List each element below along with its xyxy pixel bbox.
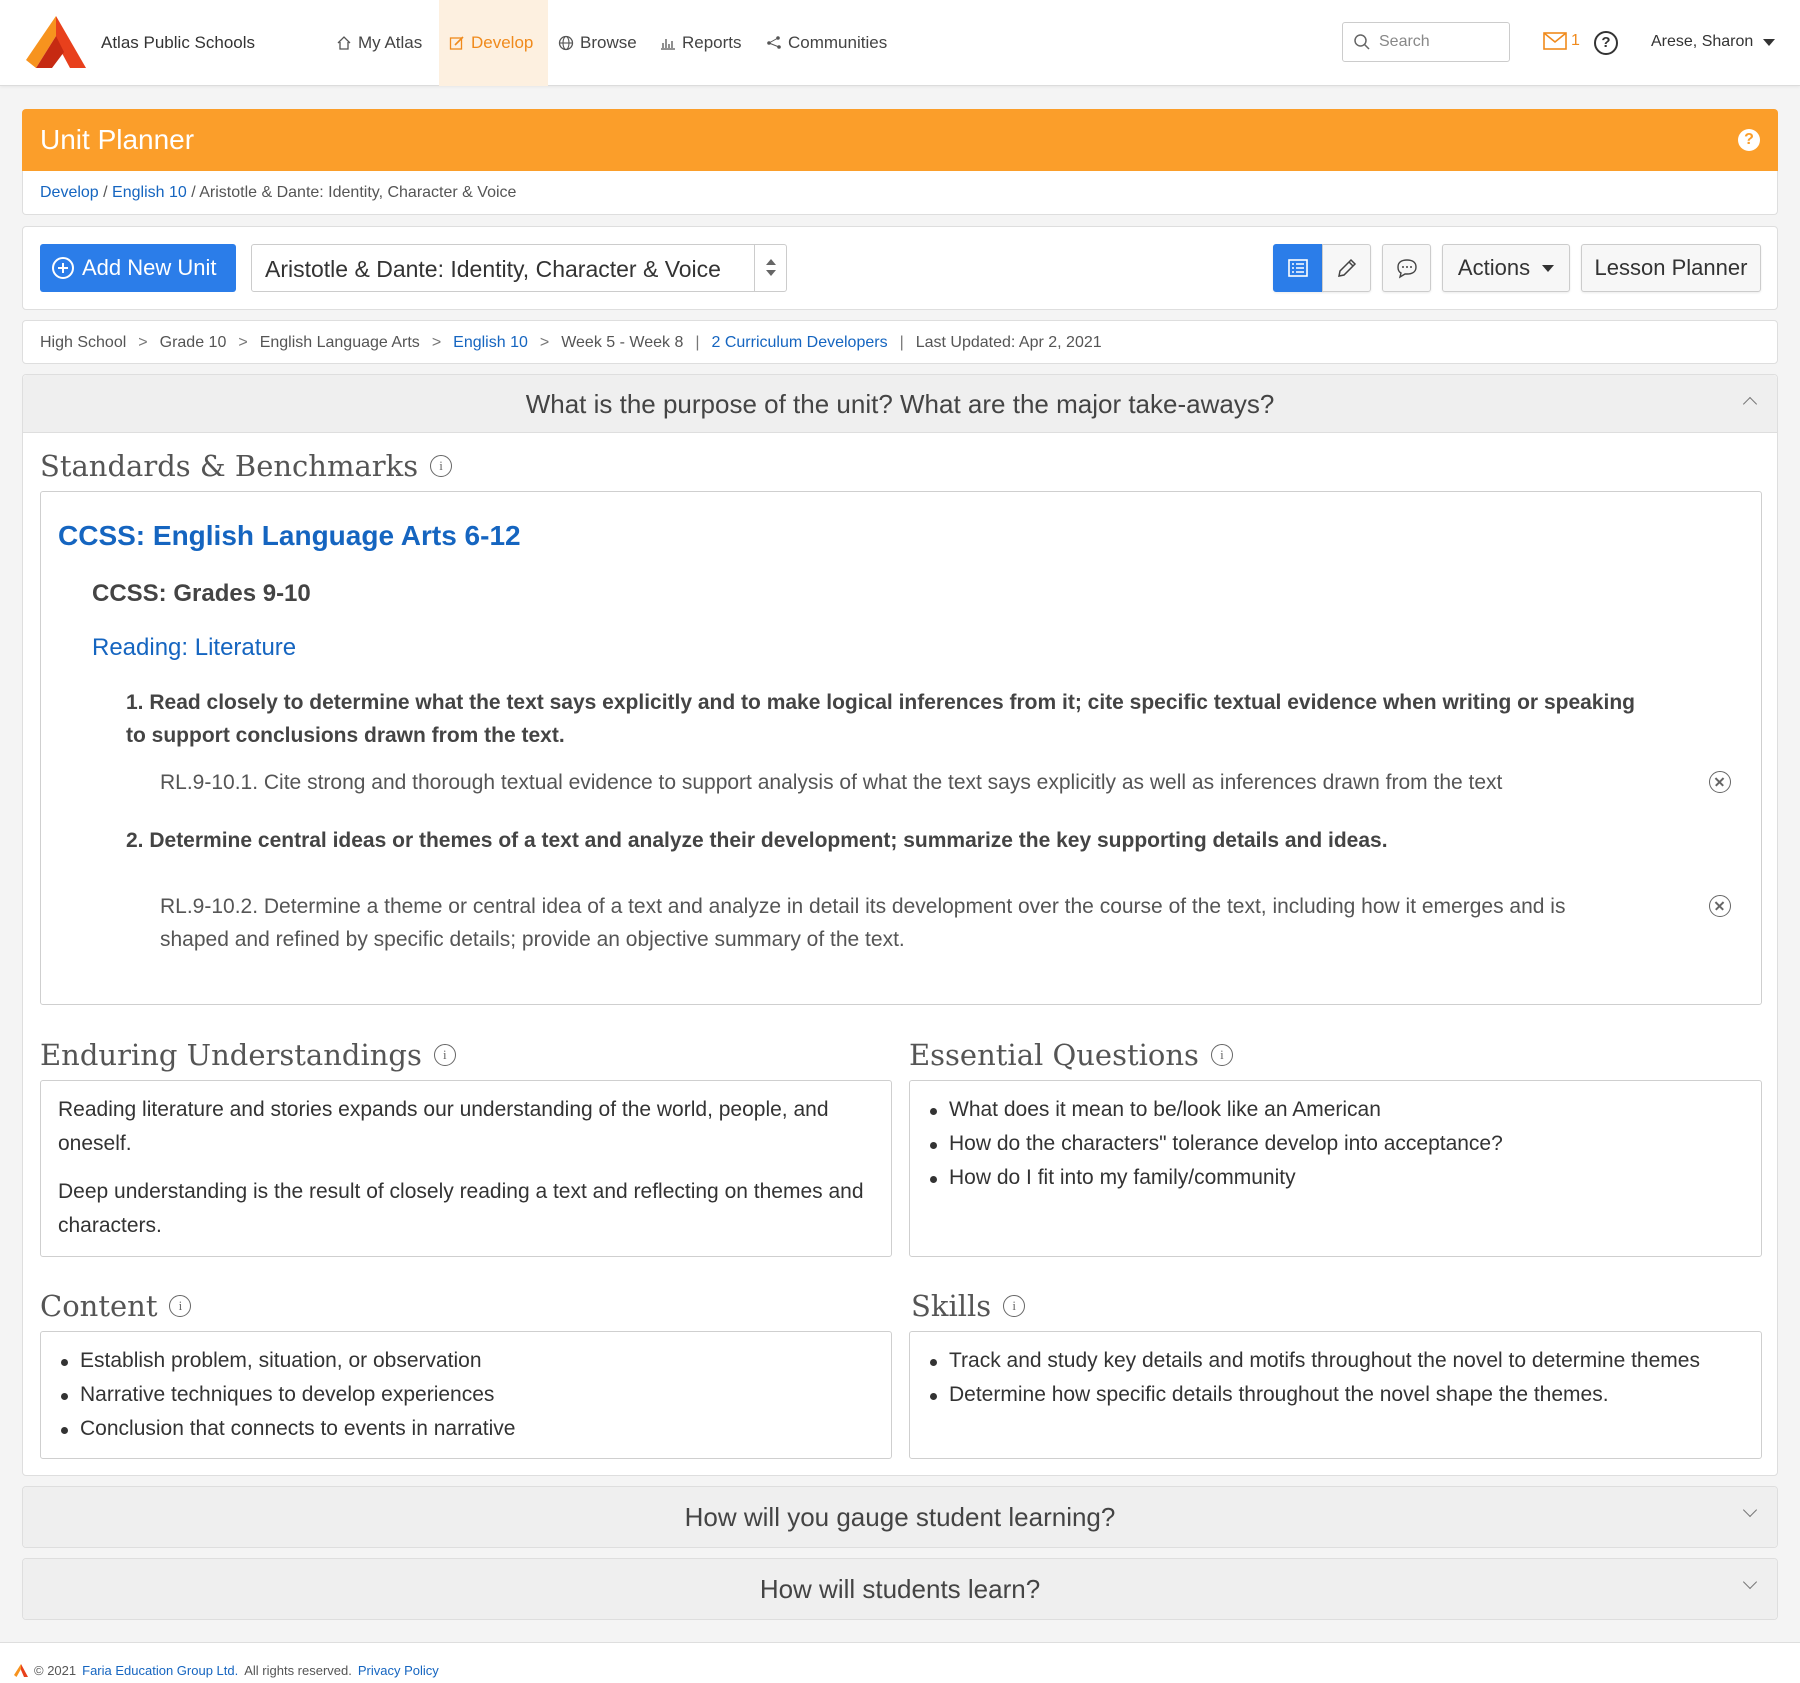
chevron-down-icon[interactable]: [1743, 1575, 1757, 1589]
home-icon: [336, 35, 352, 51]
standards-box: [40, 491, 1762, 1005]
atlas-logo-icon[interactable]: [26, 16, 86, 68]
actions-dropdown[interactable]: [1442, 244, 1570, 292]
meta-separator: >: [431, 334, 442, 351]
enduring-box[interactable]: [40, 1080, 892, 1257]
nav-reports[interactable]: [650, 0, 752, 86]
how-students-learn-header[interactable]: [23, 1559, 1777, 1619]
chevron-down-icon: [1542, 265, 1554, 272]
standard-anchor: 2. Determine central ideas or themes of a text and analyze their development; summarize the key supporting details and ideas.: [126, 829, 1388, 852]
search-placeholder: Search: [1379, 33, 1430, 50]
page-title: Unit Planner: [40, 124, 195, 155]
unit-meta-bar: [22, 320, 1778, 364]
pencil-icon: [1335, 256, 1359, 280]
standard-anchor: 1. Read closely to determine what the text says explicitly and to make logical inferences from it; cite specific textual evidence when writing or speaking to support conclusions drawn from the text.: [126, 691, 1635, 747]
essential-heading: [909, 1038, 1233, 1072]
globe-icon: [558, 35, 574, 51]
comment-icon: [1395, 256, 1419, 280]
search-icon: [1353, 33, 1371, 51]
search-input[interactable]: [1342, 22, 1510, 62]
meta-separator: |: [695, 334, 700, 351]
list-item: How do the characters" tolerance develop into acceptance?: [927, 1127, 1744, 1161]
section-question: What is the purpose of the unit? What are the major take-aways?: [525, 389, 1275, 419]
skills-box[interactable]: [909, 1331, 1762, 1459]
content-box[interactable]: [40, 1331, 892, 1459]
network-icon: [766, 35, 782, 51]
meta-grade: Grade 10: [159, 334, 227, 351]
meta-separator: >: [138, 334, 148, 351]
meta-subject: English Language Arts: [259, 334, 420, 351]
standard-set-title[interactable]: CCSS: English Language Arts 6-12: [58, 520, 521, 551]
enduring-heading: [40, 1038, 456, 1072]
meta-weeks: Week 5 - Week 8: [561, 334, 684, 351]
chevron-up-icon[interactable]: [1743, 397, 1757, 411]
list-item: Determine how specific details throughout the novel shape the themes.: [927, 1378, 1744, 1412]
breadcrumb: [22, 171, 1778, 215]
view-list-button[interactable]: [1273, 244, 1323, 292]
edit-mode-button[interactable]: [1322, 244, 1371, 292]
footer-rights: All rights reserved.: [244, 1662, 352, 1678]
select-spinner-icon: [754, 245, 786, 291]
nav-label: Develop: [471, 33, 534, 52]
comments-button[interactable]: [1382, 244, 1431, 292]
nav-my-atlas[interactable]: [326, 0, 432, 86]
top-navigation: [0, 0, 1800, 86]
remove-standard-icon[interactable]: [1709, 895, 1731, 917]
list-item: Narrative techniques to develop experiences: [58, 1378, 874, 1412]
essential-heading-label: Essential Questions: [909, 1038, 1199, 1072]
breadcrumb-course[interactable]: English 10: [112, 184, 187, 201]
remove-standard-icon[interactable]: [1709, 771, 1731, 793]
meta-separator: |: [899, 334, 904, 351]
breadcrumb-separator: /: [103, 184, 113, 201]
footer: [0, 1642, 1800, 1683]
help-icon[interactable]: ?: [1738, 129, 1760, 151]
message-count: 1: [1571, 32, 1580, 49]
gauge-learning-header[interactable]: [23, 1487, 1777, 1547]
meta-separator: >: [238, 334, 248, 351]
meta-course-link[interactable]: English 10: [453, 334, 528, 351]
meta-developers-link[interactable]: 2 Curriculum Developers: [711, 334, 888, 351]
meta-separator: >: [539, 334, 550, 351]
breadcrumb-develop[interactable]: Develop: [40, 184, 99, 201]
purpose-section: [22, 374, 1778, 1476]
how-students-learn-section[interactable]: [22, 1558, 1778, 1620]
purpose-section-header[interactable]: [23, 375, 1777, 433]
footer-copyright: © 2021: [34, 1662, 77, 1678]
enduring-paragraph: Deep understanding is the result of closely reading a text and reflecting on themes and characters.: [58, 1180, 864, 1237]
breadcrumb-separator: /: [191, 184, 200, 201]
essential-box[interactable]: [909, 1080, 1762, 1257]
list-item: Establish problem, situation, or observation: [58, 1344, 874, 1378]
unit-select-value: Aristotle & Dante: Identity, Character & Voice: [265, 256, 721, 282]
help-icon[interactable]: ?: [1594, 31, 1618, 55]
add-new-unit-label: Add New Unit: [82, 255, 217, 280]
unit-planner-header: [22, 109, 1778, 171]
section-question: How will you gauge student learning?: [684, 1502, 1116, 1532]
info-icon[interactable]: i: [169, 1295, 191, 1317]
info-icon[interactable]: i: [1003, 1295, 1025, 1317]
skills-heading-label: Skills: [911, 1289, 992, 1323]
standards-heading: [40, 449, 452, 483]
user-menu[interactable]: [1651, 33, 1775, 51]
nav-label: Communities: [788, 33, 888, 52]
section-question: How will students learn?: [759, 1574, 1041, 1604]
gauge-learning-section[interactable]: [22, 1486, 1778, 1548]
edit-icon: [449, 35, 465, 51]
nav-develop[interactable]: [439, 0, 548, 86]
list-item: Conclusion that connects to events in narrative: [58, 1412, 874, 1446]
unit-select[interactable]: [251, 244, 787, 292]
chevron-down-icon[interactable]: [1743, 1503, 1757, 1517]
meta-school: High School: [40, 334, 127, 351]
add-new-unit-button[interactable]: [40, 244, 236, 292]
mail-icon: [1543, 31, 1569, 51]
meta-updated: Last Updated: Apr 2, 2021: [915, 334, 1102, 351]
standard-grade: CCSS: Grades 9-10: [92, 580, 311, 607]
info-icon[interactable]: i: [430, 455, 452, 477]
enduring-heading-label: Enduring Understandings: [40, 1038, 422, 1072]
lesson-planner-label: Lesson Planner: [1594, 255, 1748, 280]
footer-company-link[interactable]: Faria Education Group Ltd.: [82, 1662, 239, 1678]
standard-item: RL.9-10.2. Determine a theme or central idea of a text and analyze in detail its development over the course of the text, including how it emerges and is shaped and refined by specific details; provide an objective summary of the text.: [160, 895, 1566, 951]
lesson-planner-button[interactable]: [1581, 244, 1761, 292]
chevron-down-icon: [1763, 39, 1775, 46]
atlas-logo-icon: [14, 1664, 28, 1677]
nav-browse[interactable]: [548, 0, 647, 86]
list-item: How do I fit into my family/community: [927, 1161, 1744, 1195]
nav-label: Reports: [682, 33, 742, 52]
plus-circle-icon: [52, 257, 74, 279]
user-name: Arese, Sharon: [1651, 33, 1754, 50]
list-view-icon: [1286, 256, 1310, 280]
standard-strand[interactable]: Reading: Literature: [92, 634, 297, 661]
nav-label: My Atlas: [358, 33, 423, 52]
skills-heading: [911, 1289, 1025, 1323]
unit-toolbar: [22, 226, 1778, 310]
nav-communities[interactable]: [756, 0, 897, 86]
breadcrumb-unit: Aristotle & Dante: Identity, Character & Voice: [199, 184, 517, 201]
bar-chart-icon: [660, 35, 676, 51]
actions-label: Actions: [1457, 255, 1531, 280]
list-item: What does it mean to be/look like an American: [927, 1093, 1744, 1127]
standards-heading-label: Standards & Benchmarks: [40, 449, 419, 483]
list-item: Track and study key details and motifs throughout the novel to determine themes: [927, 1344, 1744, 1378]
info-icon[interactable]: i: [1211, 1044, 1233, 1066]
messages-button[interactable]: [1543, 31, 1580, 51]
brand-name[interactable]: Atlas Public Schools: [101, 33, 256, 52]
enduring-paragraph: Reading literature and stories expands our understanding of the world, people, and oneself.: [58, 1098, 829, 1155]
content-heading-label: Content: [40, 1289, 158, 1323]
standard-item: RL.9-10.1. Cite strong and thorough textual evidence to support analysis of what the text says explicitly as well as inferences drawn from the text: [160, 771, 1503, 794]
content-heading: [40, 1289, 191, 1323]
info-icon[interactable]: i: [434, 1044, 456, 1066]
privacy-policy-link[interactable]: Privacy Policy: [357, 1662, 439, 1678]
nav-label: Browse: [580, 33, 637, 52]
